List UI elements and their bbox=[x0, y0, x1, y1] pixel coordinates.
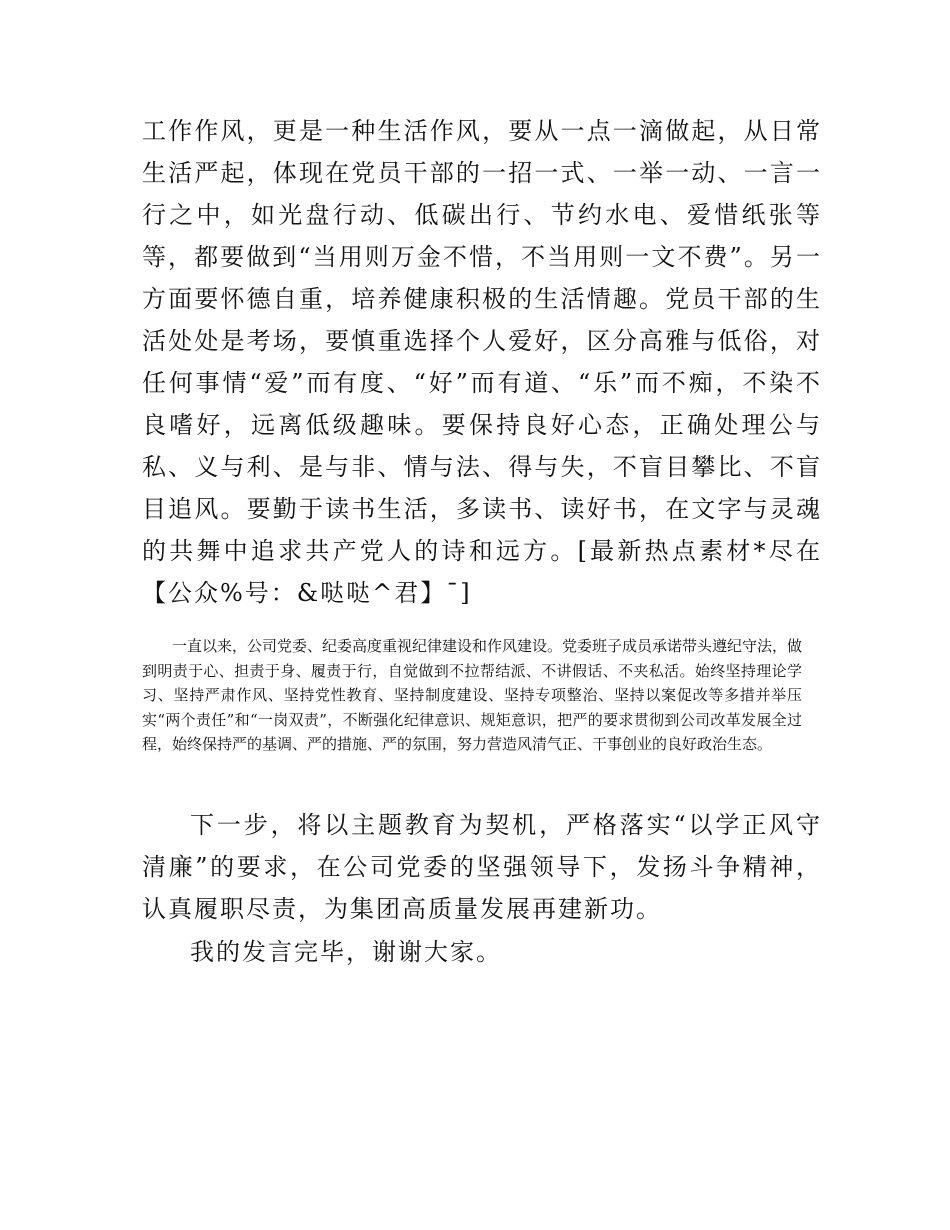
paragraph-next-steps: 下一步，将以主题教育为契机，严格落实“以学正风守清廉”的要求，在公司党委的坚强领导下，发扬斗争精神，认真履职尽责，为集团高质量发展再建新功。 bbox=[142, 811, 822, 923]
paragraph-discipline-building: 一直以来，公司党委、纪委高度重视纪律建设和作风建设。党委班子成员承诺带头遵纪守法，做到明责于心、担责于身、履责于行，自觉做到不拉帮结派、不讲假话、不夹私活。始终坚持理论学习、坚持严肃作风、坚持党性教育、坚持制度建设、坚持专项整治、坚持以案促改等多措并举压实“两个责任”和“一岗双责”，不断强化纪律意识、规矩意识，把严的要求贯彻到公司改革发展全过程，始终保持严的基调、严的措施、严的氛围，努力营造风清气正、干事创业的良好政治生态。 bbox=[142, 637, 803, 753]
paragraph-lifestyle-conduct: 工作作风，更是一种生活作风，要从一点一滴做起，从日常生活严起，体现在党员干部的一招一式、一举一动、一言一行之中，如光盘行动、低碳出行、节约水电、爱惜纸张等等，都要做到“当用则万金不惜，不当用则一文不费”。另一方面要怀德自重，培养健康积极的生活情趣。党员干部的生活处处是考场，要慎重选择个人爱好，区分高雅与低俗，对任何事情“爱”而有度、“好”而有道、“乐”而不痴，不染不良嗜好，远离低级趣味。要保持良好心态，正确处理公与私、义与利、是与非、情与法、得与失，不盲目攀比、不盲目追风。要勤于读书生活，多读书、读好书，在文字与灵魂的共舞中追求共产党人的诗和远方。[最新热点素材*尽在【公众%号：&哒哒^君】¯] bbox=[142, 117, 822, 607]
paragraph-closing: 我的发言完毕，谢谢大家。 bbox=[190, 938, 502, 966]
